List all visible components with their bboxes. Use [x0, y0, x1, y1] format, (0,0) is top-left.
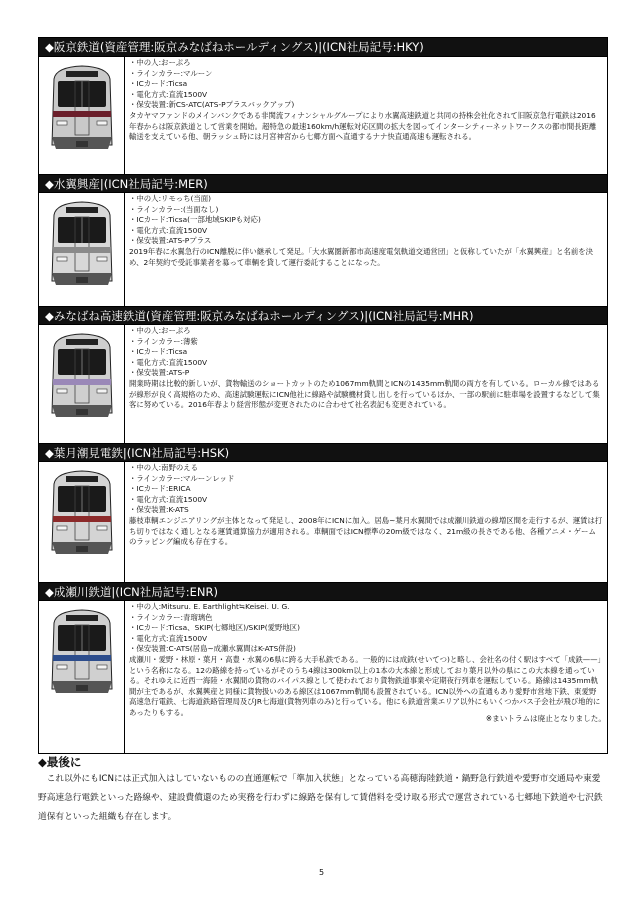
spec-line: ・電化方式:直流1500V — [129, 89, 208, 99]
spec-line: ・ラインカラー:マルーン — [129, 68, 213, 78]
spec-line: ・中の人:おーぷろ — [129, 326, 191, 335]
section-description: 成瀬川・愛野・林原・葉月・高豊・水翼の6県に跨る大手私鉄である。一般的には成鉄(せいてつ)と略し、会社名の付く駅はすべて「成鉄——」という名称になる。12の路線を持っているがそのうち4線は300km以上の1本の大本線と形成しており葉月以外の県にこの大本線を通っている。それゆえに近西一海陸・水翼間の貨物のバイパス線として使われており貨物鉄道事業や定期夜行列車を運転している。路線は1435mm軌間が主であるが、水翼興産と同様に貨物扱いのある線区は1067mm軌間も設置されている。ICN以外への直通もあり愛野市営地下鉄、東愛野高速急行電鉄、七海道鉄路管理局及びJR七海道(貨物列車のみ)と行っている。他にも鉄道営業エリア以外にもいくつかバス子会社が飛び地的にあったりもする。 — [129, 654, 602, 717]
section-body — [39, 324, 607, 443]
train-image-cell — [39, 193, 125, 306]
spec-line: ・ラインカラー:青瑠璃色 — [129, 612, 213, 622]
train-image-cell — [39, 462, 125, 582]
spec-line: ・ラインカラー:薄紫 — [129, 336, 198, 346]
operator-table — [38, 37, 608, 754]
spec-line: ・ICカード:Ticsa — [129, 79, 188, 89]
spec-line: ・中の人:おーぷろ — [129, 58, 191, 67]
spec-line: ・保安装置:ATS-Pプラス — [129, 236, 212, 246]
train-image-cell — [39, 325, 125, 443]
train-front-illustration — [46, 466, 118, 558]
section-description: 開業時期は比較的新しいが、貨物輸送のショートカットのため1067mm軌間とICNの1435mm軌間の両方を有している。ローカル線ではあるが線形が良く高規格のため、高速試験運転にICN他社に線路や試験機材貸し出しを行っているほか、一部の駅前に駐車場を設置するなどして集客に努めている。2016年春より経営形態が変更されたのに合わせて社名表記も変更されている。 — [129, 378, 600, 410]
spec-line: ・中の人:南野のえる — [129, 463, 199, 472]
spec-line: ・ICカード:ERICA — [129, 484, 191, 494]
train-image-cell — [39, 601, 125, 753]
section-description: 2019年春に水翼急行のICN離脱に伴い継承して発足。「大水翼圏新都市高速度電気軌道交通営団」と仮称していたが「水翼興産」と名前を決め、2年契約で受託事業者を募って車輌を貸して運行委託することになった。 — [129, 246, 594, 267]
train-front-illustration — [46, 197, 118, 289]
section-header: ◆葉月潮見電鉄|(ICN社局記号:HSK) — [39, 443, 607, 461]
train-front-illustration — [46, 605, 118, 697]
spec-line: ・ICカード:Ticsa、SKIP(七郷地区)/SKIP(愛野地区) — [129, 623, 301, 633]
section-header: ◆水翼興産|(ICN社局記号:MER) — [39, 174, 607, 192]
spec-line: ・保安装置:新CS-ATC(ATS-Pプラスバックアップ) — [129, 100, 295, 110]
section-body — [39, 56, 607, 174]
spec-line: ・電化方式:直流1500V — [129, 225, 208, 235]
section-text — [125, 325, 607, 443]
section-text — [125, 601, 607, 753]
spec-line: ・中の人:Mitsuru. E. Earthlight≒Keisei. U. G. — [129, 602, 290, 611]
spec-line: ・ICカード:Ticsa(一部地域SKIPも対応) — [129, 215, 261, 225]
section-text — [125, 462, 607, 582]
section-text — [125, 193, 607, 306]
spec-line: ・保安装置:C-ATS(居島~成瀬水翼間はK-ATS併設) — [129, 644, 296, 654]
train-front-illustration — [46, 61, 118, 153]
section-header: ◆成瀬川鉄道|(ICN社局記号:ENR) — [39, 582, 607, 600]
section-text — [125, 57, 607, 174]
page-number: 5 — [318, 868, 325, 877]
section-body — [39, 461, 607, 582]
spec-line: ・電化方式:直流1500V — [129, 633, 208, 643]
train-front-illustration — [46, 329, 118, 421]
spec-line: ・保安装置:ATS-P — [129, 368, 190, 378]
section-description: 藤枝車輌エンジニアリングが主体となって発足し、2008年にICNに加入。居島~葉月水翼間では成瀬川鉄道の線増区間を走行するが、運賃は打ち切りではなく通しとなる運賃通算協力が適用される。車輌面ではICN標準の20m級ではなく、21m級の長さである他、各種アニメ・ゲームのラッピング編成も存在する。 — [129, 515, 603, 547]
spec-line: ・ラインカラー:マルーンレッド — [129, 473, 235, 483]
spec-line: ・ICカード:Ticsa — [129, 347, 188, 357]
section-header: ◆阪京鉄道(資産管理:阪京みなばねホールディングス)|(ICN社局記号:HKY) — [39, 38, 607, 56]
spec-line: ・中の人:リモっち(当面) — [129, 194, 212, 203]
spec-line: ・保安装置:K-ATS — [129, 505, 189, 515]
closing-paragraph: これ以外にもICNには正式加入はしていないものの直通運転で「準加入状態」となっている高穂海陸鉄道・鍋野急行鉄道や愛野市交通局や東愛野高速急行電鉄といった路線や、建設費償還のため実務を行わずに線路を保有して賃借料を受け取る形式で運営されている七郷地下鉄道や七沢鉄道保有といった組織も存在します。 — [38, 774, 603, 822]
spec-line: ・ラインカラー:(当面なし) — [129, 204, 219, 214]
section-body — [39, 192, 607, 306]
spec-line: ・電化方式:直流1500V — [129, 357, 208, 367]
footnote: ※まいトラムは廃止となりました。 — [485, 714, 606, 723]
section-description: タカヤマファンドのメインバンクである非関流フィナンシャルグループにより水翼高速鉄道と共同の持株会社化されて旧阪京急行電鉄は2016年春からは阪京鉄道として営業を開始。超特急の最速160km/h運転対応区間の拡大を図ってインターシティーネットワークスの都市間長距離輸送を支えている他、朝ラッシュ時には月宮神宮から七郷方面へ直通するナナ快直通高速も運転される。 — [129, 110, 597, 142]
spec-line: ・電化方式:直流1500V — [129, 494, 208, 504]
section-header: ◆みなばね高速鉄道(資産管理:阪京みなばねホールディングス)|(ICN社局記号:MHR) — [39, 306, 607, 324]
train-image-cell — [39, 57, 125, 174]
section-body — [39, 600, 607, 753]
closing-heading: ◆最後に — [38, 755, 82, 769]
